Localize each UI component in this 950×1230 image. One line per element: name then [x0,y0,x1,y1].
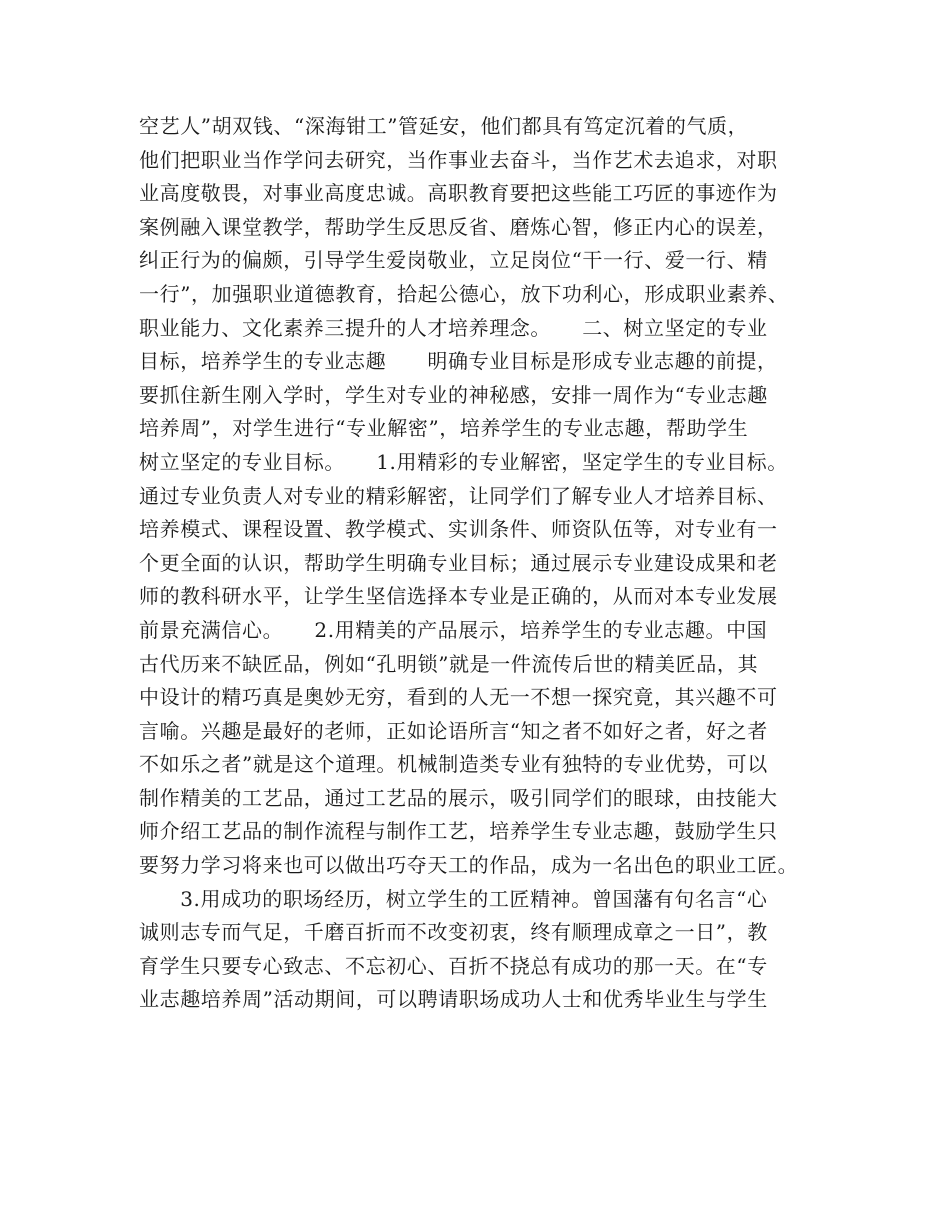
text-line: 树立坚定的专业目标。 1.用精彩的专业解密，坚定学生的专业目标。 [139,449,788,474]
text-line: 纠正行为的偏颇，引导学生爱岗敬业，立足岗位“干一行、爱一行、精 [139,248,768,273]
text-line: 师介绍工艺品的制作流程与制作工艺，培养学生专业志趣，鼓励学生只 [139,819,778,844]
text-line: 职业能力、文化素养三提升的人才培养理念。 二、树立坚定的专业 [139,315,768,340]
body-text [139,110,839,1017]
text-line: 他们把职业当作学问去研究，当作事业去奋斗，当作艺术去追求，对职 [139,147,778,172]
text-line: 个更全面的认识，帮助学生明确专业目标；通过展示专业建设成果和老 [139,550,778,575]
text-line: 言喻。兴趣是最好的老师，正如论语所言“知之者不如好之者，好之者 [139,718,768,743]
text-line: 目标，培养学生的专业志趣 明确专业目标是形成专业志趣的前提， [139,349,778,374]
text-line: 通过专业负责人对专业的精彩解密，让同学们了解专业人才培养目标、 [139,483,778,508]
text-line: 3.用成功的职场经历，树立学生的工匠精神。曾国藩有句名言“心 [139,886,768,911]
text-line: 要努力学习将来也可以做出巧夺天工的作品，成为一名出色的职业工匠。 [139,853,799,878]
text-line: 师的教科研水平，让学生坚信选择本专业是正确的，从而对本专业发展 [139,584,778,609]
text-line: 培养模式、课程设置、教学模式、实训条件、师资队伍等，对专业有一 [139,517,778,542]
text-line: 空艺人”胡双钱、“深海钳工”管延安，他们都具有笃定沉着的气质， [139,114,749,138]
text-line: 业志趣培养周”活动期间，可以聘请职场成功人士和优秀毕业生与学生 [139,987,768,1012]
text-line: 中设计的精巧真是奥妙无穷，看到的人无一不想一探究竟，其兴趣不可 [139,685,778,710]
text-line: 业高度敬畏，对事业高度忠诚。高职教育要把这些能工巧匠的事迹作为 [139,181,778,206]
text-line: 古代历来不缺匠品，例如“孔明锁”就是一件流传后世的精美匠品，其 [139,651,759,676]
text-line: 案例融入课堂教学，帮助学生反思反省、磨炼心智，修正内心的误差， [139,214,778,239]
text-line: 诚则志专而气足，千磨百折而不改变初衷，终有顺理成章之一日”，教 [139,920,768,945]
text-line: 一行”，加强职业道德教育，拾起公德心，放下功利心，形成职业素养、 [139,281,789,306]
text-line: 前景充满信心。 2.用精美的产品展示，培养学生的专业志趣。中国 [139,617,768,642]
text-line: 培养周”，对学生进行“专业解密”，培养学生的专业志趣，帮助学生 [139,416,749,441]
text-line: 不如乐之者”就是这个道理。机械制造类专业有独特的专业优势，可以 [139,752,768,777]
text-line: 制作精美的工艺品，通过工艺品的展示，吸引同学们的眼球，由技能大 [139,785,778,810]
text-line: 要抓住新生刚入学时，学生对专业的神秘感，安排一周作为“专业志趣 [139,382,768,407]
text-line: 育学生只要专心致志、不忘初心、百折不挠总有成功的那一天。在“专 [139,953,768,978]
